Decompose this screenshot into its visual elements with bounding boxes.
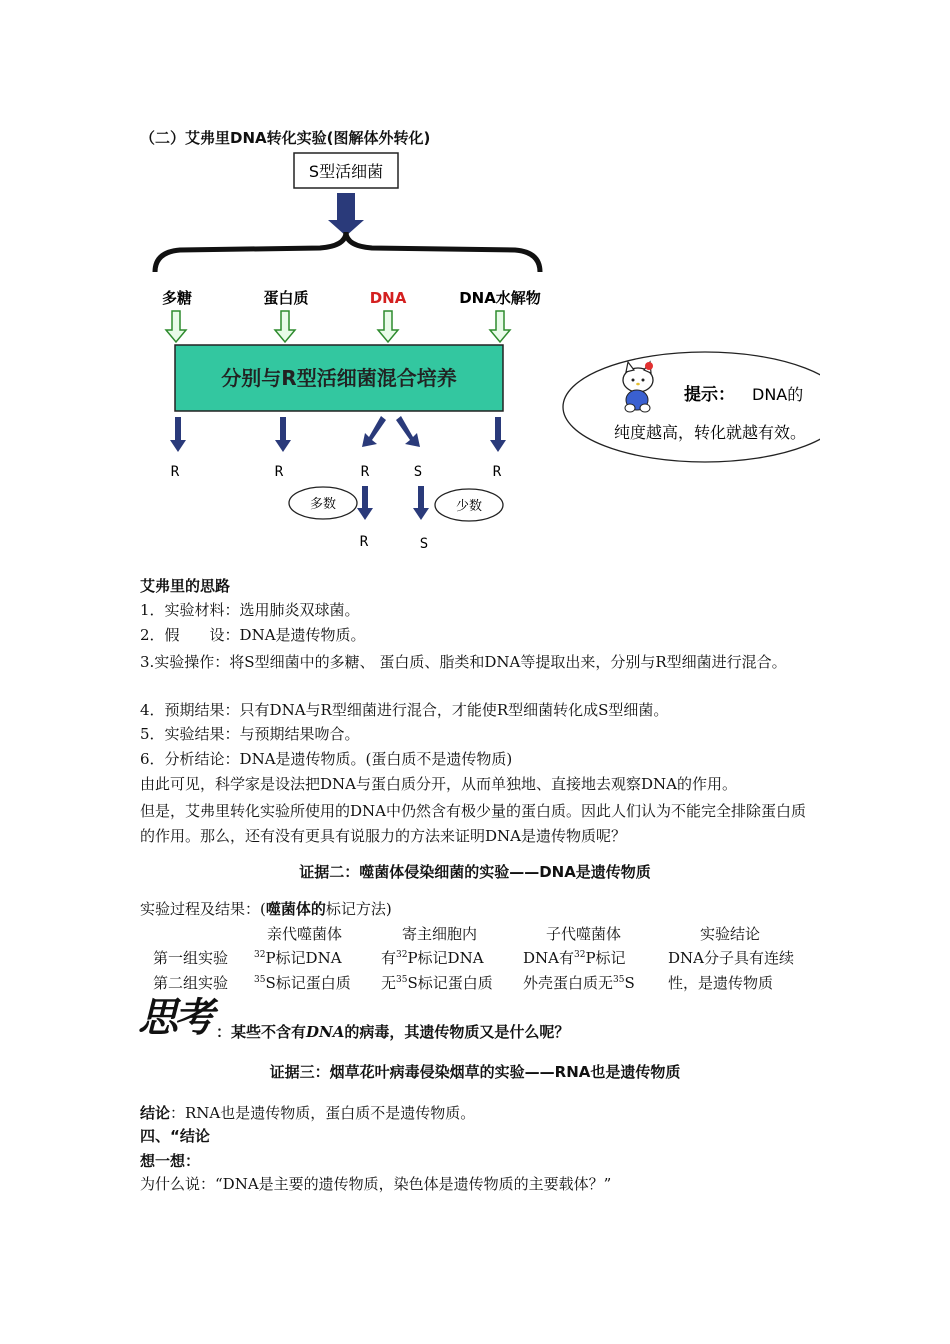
hint-text-1: DNA的 xyxy=(752,385,804,404)
down-arrow-icon xyxy=(362,416,386,447)
result-s: S xyxy=(413,464,423,480)
hint-text-2: 纯度越高，转化就越有效。 xyxy=(614,423,807,442)
table-header: 实验结论 xyxy=(700,925,761,943)
section4-heading: 四、“结论 xyxy=(140,1127,210,1145)
s-bacteria-label: S型活细菌 xyxy=(308,162,384,181)
green-arrow-icon xyxy=(275,311,295,342)
process-bold: 噬菌体的 xyxy=(265,900,326,918)
row1-host: 有$^{32}$P标记DNA xyxy=(381,949,484,967)
component-protein: 蛋白质 xyxy=(263,289,309,307)
result-r: R xyxy=(170,464,180,480)
component-dna: DNA xyxy=(369,289,407,307)
row1-offspring: DNA有$^{32}$P标记 xyxy=(523,949,626,967)
thinking-item: 5．实验结果：与预期结果吻合。 xyxy=(140,725,360,743)
think-more-label: 想一想： xyxy=(140,1152,201,1170)
table-header: 寄主细胞内 xyxy=(402,925,478,943)
hint-bubble xyxy=(563,352,847,462)
evidence3-heading: 证据三：烟草花叶病毒侵染烟草的实验——RNA也是遗传物质 xyxy=(269,1063,681,1081)
green-arrow-icon xyxy=(490,311,510,342)
think-more-text: 为什么说：“DNA是主要的遗传物质，染色体是遗传物质的主要载体？” xyxy=(140,1175,612,1193)
table-header: 子代噬菌体 xyxy=(546,925,622,943)
section-title: （二）艾弗里DNA转化实验(图解体外转化) xyxy=(140,129,431,147)
think-big-label: 思考 xyxy=(138,994,210,1041)
result-r: R xyxy=(274,464,284,480)
row2-conclusion: 性，是遗传物质 xyxy=(668,974,774,992)
thinking-item: 6．分析结论：DNA是遗传物质。(蛋白质不是遗传物质) xyxy=(140,750,513,768)
row2-offspring: 外壳蛋白质无$^{35}$S xyxy=(523,974,635,992)
culture-label: 分别与R型活细菌混合培养 xyxy=(221,366,457,390)
evidence2-heading: 证据二：噬菌体侵染细菌的实验——DNA是遗传物质 xyxy=(299,863,651,881)
down-arrow-icon xyxy=(170,417,186,452)
majority-label: 多数 xyxy=(309,497,337,512)
down-arrow-icon xyxy=(275,417,291,452)
row2-label: 第二组实验 xyxy=(153,974,229,992)
thinking-item: 1．实验材料：选用肺炎双球菌。 xyxy=(140,601,360,619)
row1-label: 第一组实验 xyxy=(153,949,229,967)
thinking-item: 4．预期结果：只有DNA与R型细菌进行混合，才能使R型细菌转化成S型细菌。 xyxy=(140,701,669,719)
thinking-heading: 艾弗里的思路 xyxy=(140,577,231,595)
down-arrow-icon xyxy=(328,193,364,236)
think-question: ：某些不含有DNA的病毒，其遗传物质又是什么呢？ xyxy=(216,1023,570,1041)
green-arrow-icon xyxy=(166,311,186,342)
result-r: R xyxy=(492,464,502,480)
row1-conclusion: DNA分子具有连续 xyxy=(668,949,794,967)
thinking-para: 但是，艾弗里转化实验所使用的DNA中仍然含有极少量的蛋白质。因此人们认为不能完全排除蛋白质的作用。那么，还有没有更具有说服力的方法来证明DNA是遗传物质呢？ xyxy=(140,802,806,845)
conclusion-line: 结论：RNA也是遗传物质，蛋白质不是遗传物质。 xyxy=(140,1104,476,1122)
thinking-para: 由此可见，科学家是设法把DNA与蛋白质分开，从而单独地、直接地去观察DNA的作用。 xyxy=(140,775,737,793)
avery-transformation-diagram xyxy=(0,0,950,560)
final-result-s: S xyxy=(419,536,429,552)
process-suffix: 标记方法) xyxy=(325,900,392,918)
component-polysaccharide: 多糖 xyxy=(161,289,193,307)
down-arrow-icon xyxy=(490,417,506,452)
table-header: 亲代噬菌体 xyxy=(267,925,343,943)
process-prefix: 实验过程及结果：( xyxy=(140,900,266,918)
minority-label: 少数 xyxy=(455,499,483,514)
down-arrow-icon xyxy=(357,486,373,520)
down-arrow-icon xyxy=(413,486,429,520)
brace-icon xyxy=(155,232,540,272)
row2-host: 无$^{35}$S标记蛋白质 xyxy=(381,974,493,992)
row1-parent: $^{32}$P标记DNA xyxy=(254,949,342,967)
thinking-item: 2．假 设：DNA是遗传物质。 xyxy=(140,626,366,644)
thinking-item: 3.实验操作：将S型细菌中的多糖、 蛋白质、脂类和DNA等提取出来，分别与R型细菌进行混合。 xyxy=(140,653,787,671)
green-arrow-icon xyxy=(378,311,398,342)
hint-label: 提示： xyxy=(684,385,735,405)
down-arrow-icon xyxy=(396,416,420,447)
row2-parent: $^{35}$S标记蛋白质 xyxy=(254,974,351,992)
result-r: R xyxy=(360,464,370,480)
final-result-r: R xyxy=(359,534,369,550)
component-dna-hydrolysate: DNA水解物 xyxy=(459,289,541,307)
process-line xyxy=(140,899,392,919)
